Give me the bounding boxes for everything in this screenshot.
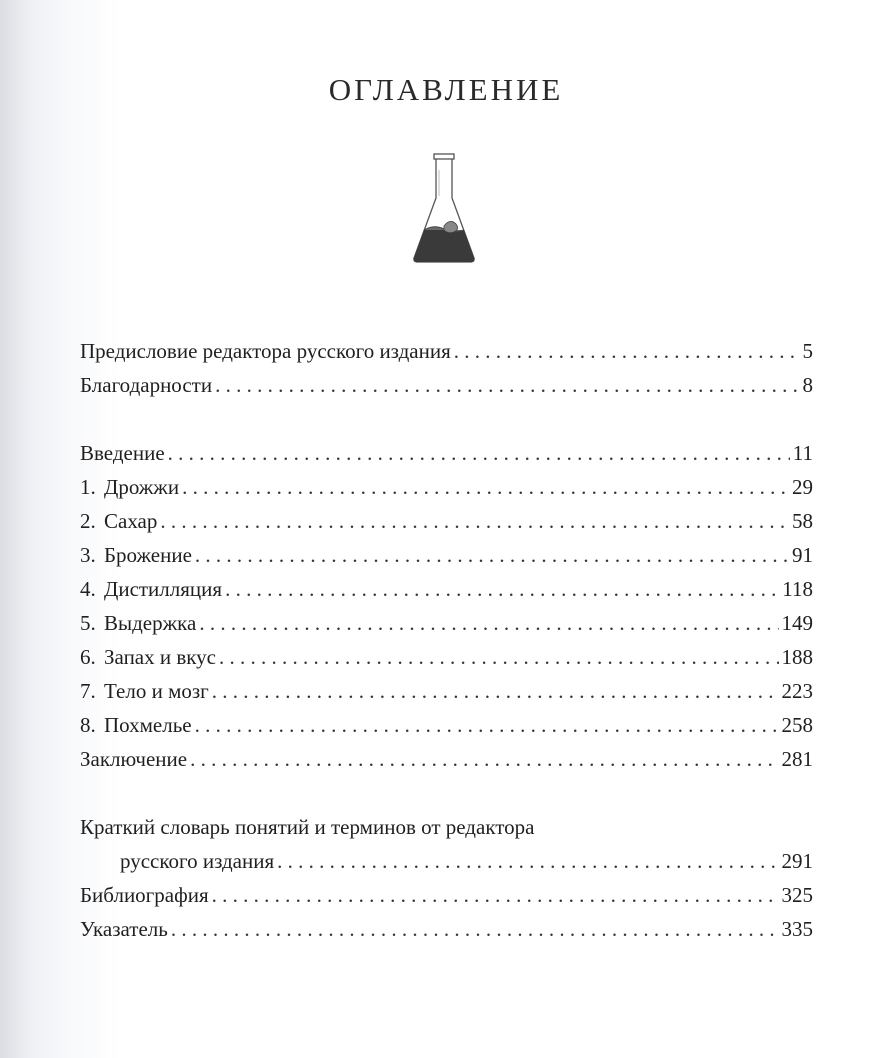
chapter-number: 2. bbox=[80, 509, 96, 533]
toc-entry-chapter-4[interactable] bbox=[80, 574, 813, 604]
chapter-number: 7. bbox=[80, 679, 96, 703]
toc-entry-label bbox=[80, 608, 196, 638]
dot-leader bbox=[225, 574, 779, 604]
chapter-number: 5. bbox=[80, 611, 96, 635]
toc-entry-label bbox=[80, 710, 192, 740]
toc-entry-page: 5 bbox=[802, 339, 813, 363]
dot-leader bbox=[190, 744, 778, 774]
toc-entry-introduction[interactable] bbox=[80, 438, 813, 468]
toc-entry-label bbox=[80, 642, 216, 672]
dot-leader bbox=[168, 438, 790, 468]
dot-leader bbox=[182, 472, 789, 502]
toc-entry-page: 281 bbox=[781, 747, 813, 771]
toc-entry-page: 11 bbox=[792, 441, 813, 465]
toc-entry-page: 335 bbox=[781, 917, 813, 941]
toc-entry-label: Библиография bbox=[80, 883, 209, 907]
toc-entry-index[interactable] bbox=[80, 914, 813, 944]
dot-leader bbox=[212, 676, 779, 706]
toc-entry-label bbox=[80, 506, 157, 536]
chapter-title: Тело и мозг bbox=[104, 679, 209, 703]
chapter-title: Дистилляция bbox=[104, 577, 223, 601]
dot-leader bbox=[160, 506, 789, 536]
erlenmeyer-flask-icon bbox=[410, 150, 478, 268]
chapter-title: Похмелье bbox=[104, 713, 192, 737]
toc-entry-chapter-8[interactable] bbox=[80, 710, 813, 740]
chapter-title: Дрожжи bbox=[104, 475, 180, 499]
chapter-number: 4. bbox=[80, 577, 96, 601]
toc-entry-label: Благодарности bbox=[80, 373, 213, 397]
toc-entry-page: 188 bbox=[781, 645, 813, 669]
toc-entry-label: Введение bbox=[80, 441, 165, 465]
dot-leader bbox=[219, 642, 778, 672]
dot-leader bbox=[199, 608, 778, 638]
chapter-title: Сахар bbox=[104, 509, 158, 533]
toc-entry-chapter-1[interactable] bbox=[80, 472, 813, 502]
toc-entry-chapter-3[interactable] bbox=[80, 540, 813, 570]
toc-entry-page: 325 bbox=[781, 883, 813, 907]
toc-entry-page: 223 bbox=[781, 679, 813, 703]
toc-entry-acknowledgements[interactable] bbox=[80, 370, 813, 400]
toc-entry-page: 29 bbox=[792, 475, 813, 499]
chapter-number: 1. bbox=[80, 475, 96, 499]
toc-entry-glossary[interactable] bbox=[80, 846, 813, 876]
toc-entry-page: 8 bbox=[802, 373, 813, 397]
toc-entry-conclusion[interactable] bbox=[80, 744, 813, 774]
toc-entry-label bbox=[80, 574, 222, 604]
toc-entry-label bbox=[80, 676, 209, 706]
page-title: ОГЛАВЛЕНИЕ bbox=[328, 72, 564, 107]
toc-entry-chapter-2[interactable] bbox=[80, 506, 813, 536]
toc-entry-chapter-7[interactable] bbox=[80, 676, 813, 706]
dot-leader bbox=[171, 914, 779, 944]
toc-entry-preface[interactable] bbox=[80, 336, 813, 366]
dot-leader bbox=[277, 846, 778, 876]
dot-leader bbox=[215, 370, 799, 400]
chapter-title: Брожение bbox=[104, 543, 192, 567]
chapter-number: 6. bbox=[80, 645, 96, 669]
toc-entry-glossary-line-1: Краткий словарь понятий и терминов от редактора bbox=[80, 815, 535, 839]
toc-entry-label bbox=[80, 472, 179, 502]
toc-entry-page: 118 bbox=[782, 577, 813, 601]
chapter-title: Запах и вкус bbox=[104, 645, 217, 669]
toc-entry-bibliography[interactable] bbox=[80, 880, 813, 910]
toc-entry-label: Указатель bbox=[80, 917, 168, 941]
toc-entry-label: Предисловие редактора русского издания bbox=[80, 339, 451, 363]
chapter-title: Выдержка bbox=[104, 611, 197, 635]
toc-entry-label: Заключение bbox=[80, 747, 188, 771]
toc-entry-label: русского издания bbox=[120, 849, 275, 873]
toc-entry-label bbox=[80, 540, 192, 570]
dot-leader bbox=[454, 336, 800, 366]
toc-entry-page: 91 bbox=[792, 543, 813, 567]
dot-leader bbox=[195, 540, 789, 570]
toc-entry-chapter-5[interactable] bbox=[80, 608, 813, 638]
dot-leader bbox=[195, 710, 779, 740]
toc-entry-page: 291 bbox=[781, 849, 813, 873]
toc-entry-page: 149 bbox=[781, 611, 813, 635]
chapter-number: 8. bbox=[80, 713, 96, 737]
toc-entry-chapter-6[interactable] bbox=[80, 642, 813, 672]
chapter-number: 3. bbox=[80, 543, 96, 567]
toc-entry-page: 58 bbox=[792, 509, 813, 533]
toc-entry-page: 258 bbox=[781, 713, 813, 737]
dot-leader bbox=[212, 880, 779, 910]
